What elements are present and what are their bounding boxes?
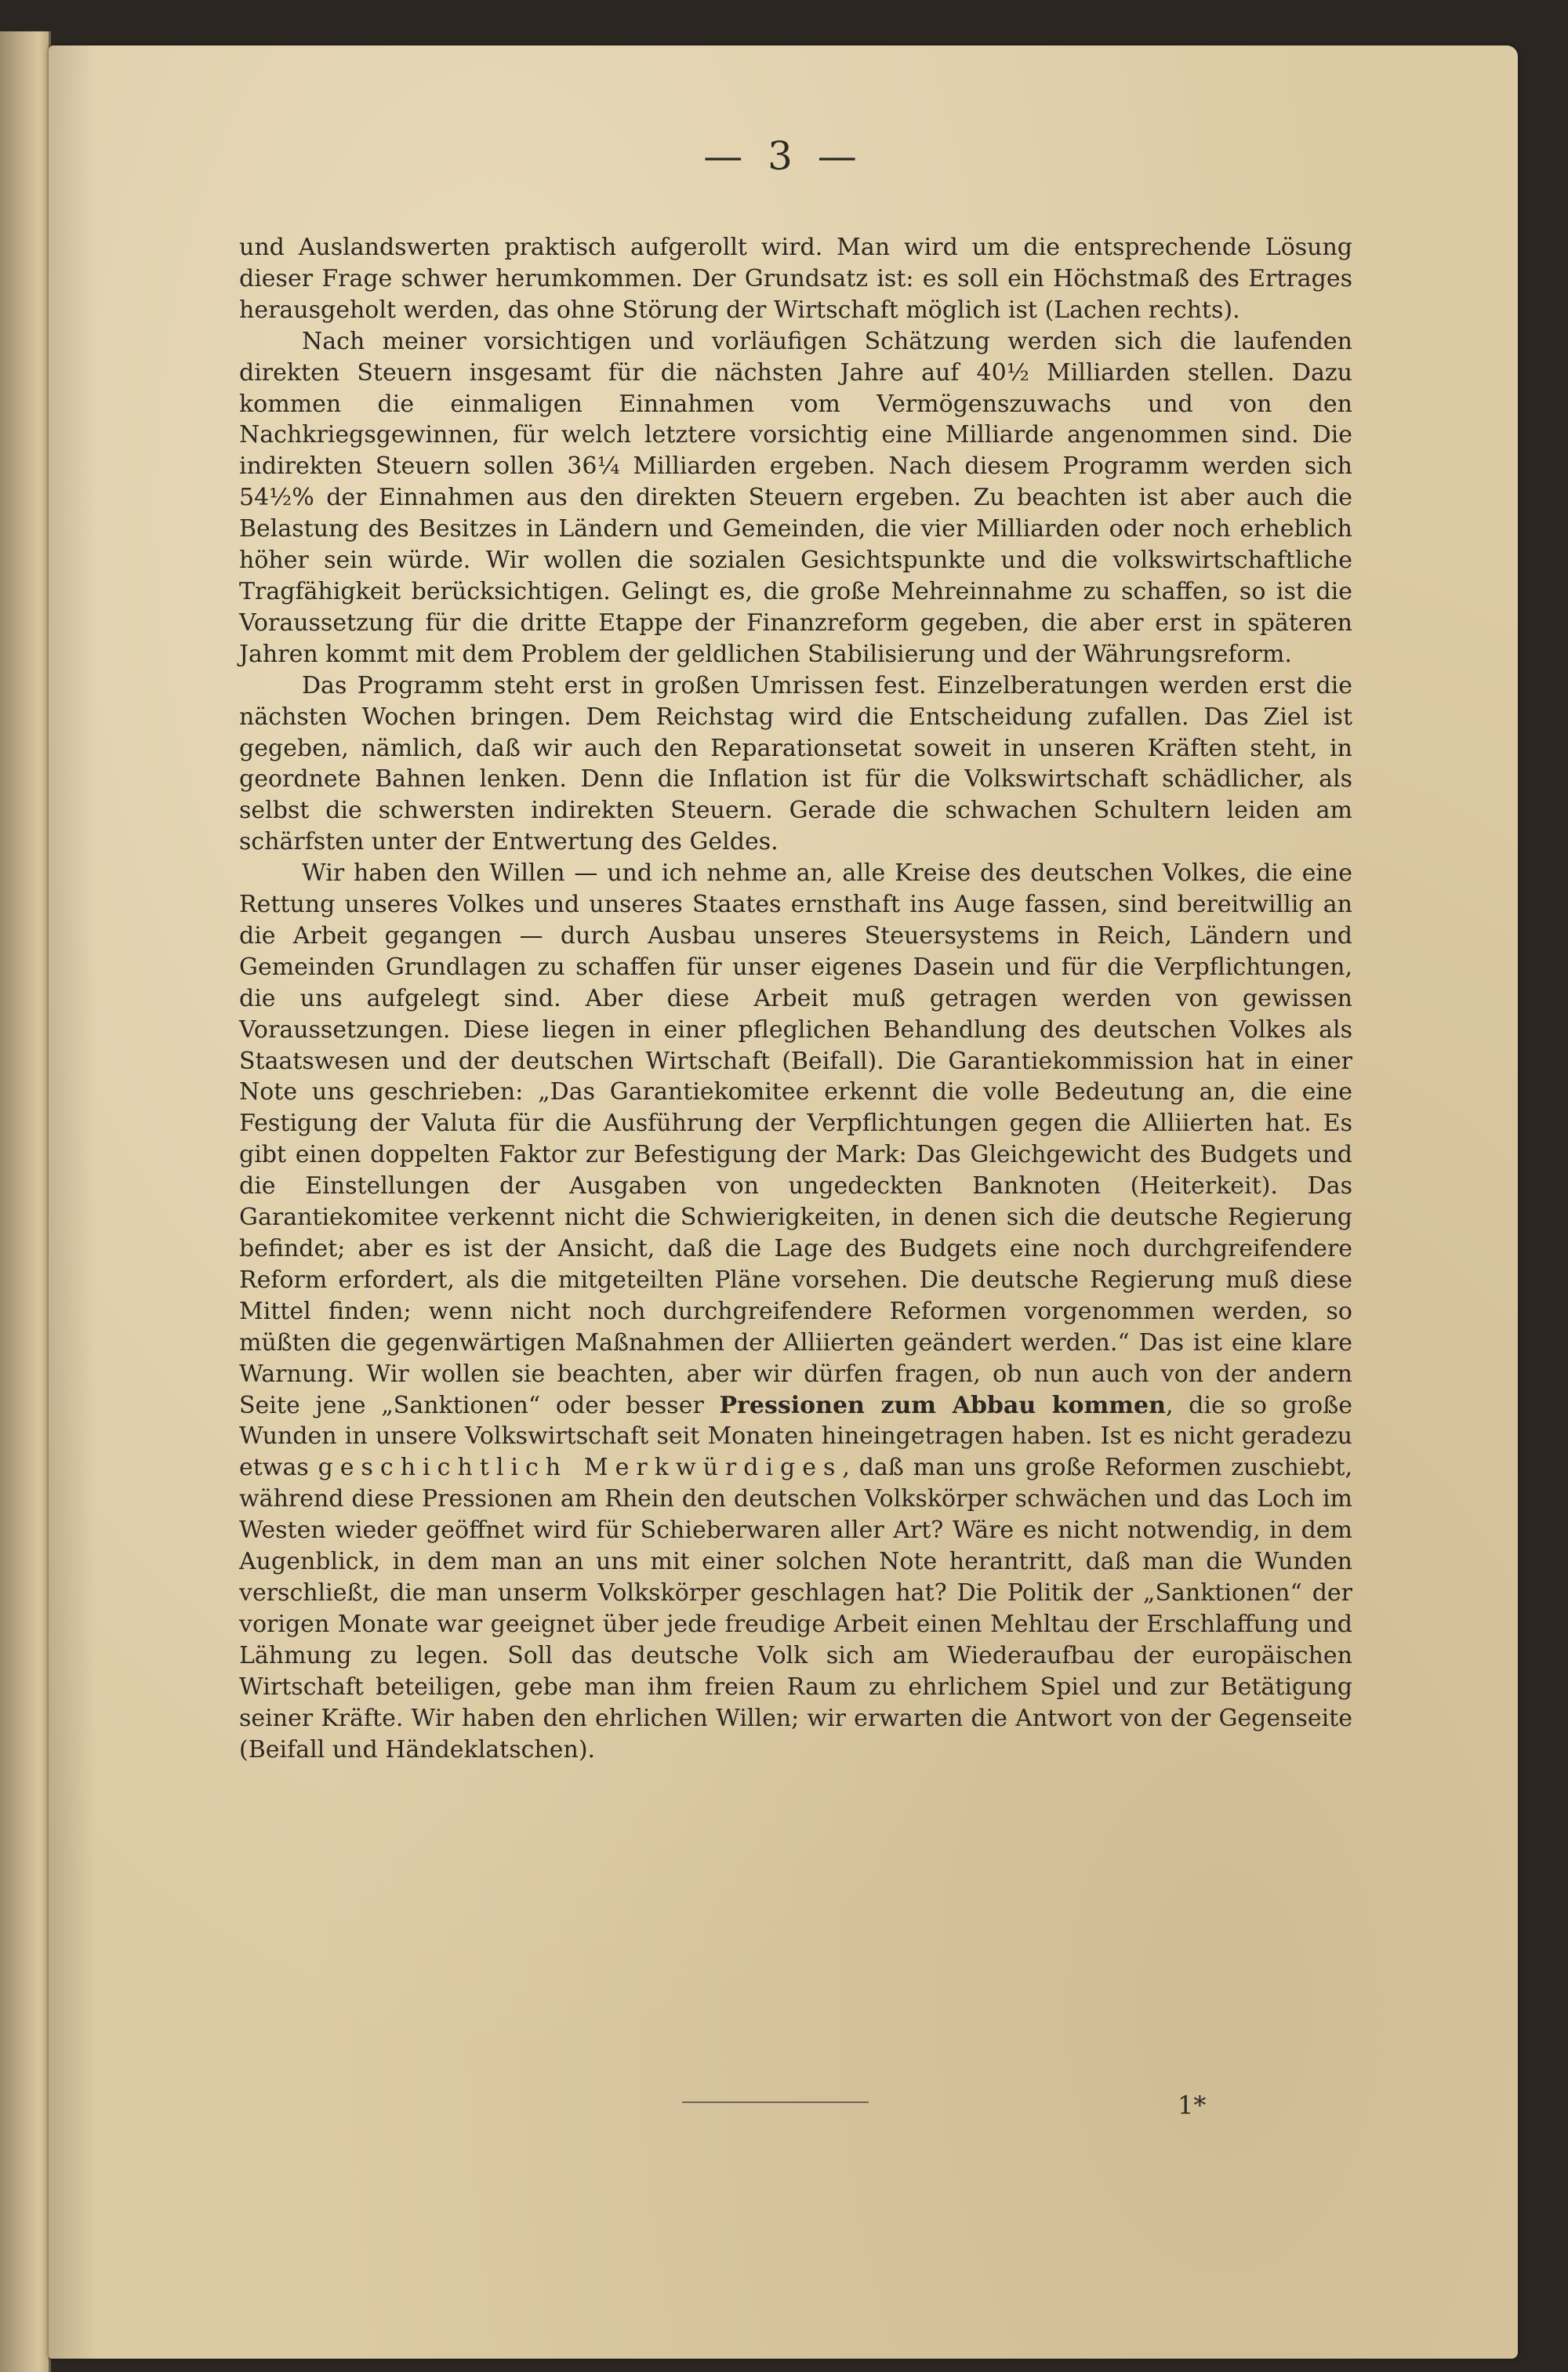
- paragraph-3: Das Programm steht erst in großen Umrissen fest. Einzelberatungen werden erst die nächsten Wochen bringen. Dem Reichstag wird die Entscheidung zufallen. Das Ziel ist gegeben, nämlich, daß wir auch den Reparationsetat soweit in unseren Kräften steht, in geordnete Bahnen lenken. Denn die Inflation ist für die Volkswirtschaft schädlicher, als selbst die schwersten indirekten Steuern. Gerade die schwachen Schultern leiden am schärfsten unter der Entwertung des Geldes.: [239, 671, 1352, 856]
- paragraph-4-text-c: , daß man uns große Reformen zuschiebt, während diese Pressionen am Rhein den deutschen Volkskörper schwächen und das Loch im Westen wieder geöffnet wird für Schieberwaren aller Art? Wäre es nicht notwendig, in dem Augenblick, in dem man an uns mit einer solchen Note herantritt, daß man die Wunden verschließt, die man unserm Volkskörper geschlagen hat? Die Politik der „Sanktionen“ der vorigen Monate war geeignet über jede freudige Arbeit einen Mehltau der Erschlaffung und Lähmung zu legen. Soll das deutsche Volk sich am Wiederaufbau der europäischen Wirtschaft beteiligen, gebe man ihm freien Raum zu ehrlichem Spiel und zur Betätigung seiner Kräfte. Wir haben den ehrlichen Willen; wir erwarten die Antwort von der Gegenseite (Beifall und Händeklatschen).: [239, 1454, 1352, 1764]
- page-number: — 3 —: [703, 133, 863, 179]
- footer-rule: [682, 2101, 869, 2103]
- paragraph-4: [239, 858, 1352, 1765]
- body-text: [239, 232, 1352, 1765]
- page: [49, 45, 1518, 2359]
- paragraph-2: Nach meiner vorsichtigen und vorläufigen Schätzung werden sich die laufenden direkten Steuern insgesamt für die nächsten Jahre auf 40½ Milliarden stellen. Dazu kommen die einmaligen Einnahmen vom Vermögenszuwachs und von den Nachkriegsgewinnen, für welch letztere vorsichtig eine Milliarde angenommen sind. Die indirekten Steuern sollen 36¼ Milliarden ergeben. Nach diesem Programm werden sich 54½% der Einnahmen aus den direkten Steuern ergeben. Zu beachten ist aber auch die Belastung des Besitzes in Ländern und Gemeinden, die vier Milliarden oder noch erheblich höher sein würde. Wir wollen die sozialen Gesichtspunkte und die volkswirtschaftliche Tragfähigkeit berücksichtigen. Gelingt es, die große Mehreinnahme zu schaffen, so ist die Voraussetzung für die dritte Etappe der Finanzreform gegeben, die aber erst in späteren Jahren kommt mit dem Problem der geldlichen Stabilisierung und der Währungsreform.: [239, 327, 1352, 668]
- bold-phrase: Pressionen zum Abbau kommen: [719, 1391, 1166, 1419]
- left-page-edge: [0, 31, 51, 2372]
- paragraph-4-text-a: Wir haben den Willen — und ich nehme an, alle Kreise des deutschen Volkes, die eine Rettung unseres Volkes und unseres Staates ernsthaft ins Auge fassen, sind bereitwillig an die Arbeit gegangen — durch Ausbau unseres Steuersystems in Reich, Ländern und Gemeinden Grundlagen zu schaffen für unser eigenes Dasein und für die Verpflichtungen, die uns aufgelegt sind. Aber diese Arbeit muß getragen werden von gewissen Voraussetzungen. Diese liegen in einer pfleglichen Behandlung des deutschen Volkes als Staatswesen und der deutschen Wirtschaft (Beifall). Die Garantiekommission hat in einer Note uns geschrieben: „Das Garantiekomitee erkennt die volle Bedeutung an, die eine Festigung der Valuta für die Ausführung der Verpflichtungen gegen die Alliierten hat. Es gibt einen doppelten Faktor zur Befestigung der Mark: Das Gleichgewicht des Budgets und die Einstellungen der Ausgaben von ungedeckten Banknoten (Heiterkeit). Das Garantiekomitee verkennt nicht die Schwierigkeiten, in denen sich die deutsche Regierung befindet; aber es ist der Ansicht, daß die Lage des Budgets eine noch durchgreifendere Reform erfordert, als die mitgeteilten Pläne vorsehen. Die deutsche Regierung muß diese Mittel finden; wenn nicht noch durchgreifendere Reformen vorgenommen werden, so müßten die gegenwärtigen Maßnahmen der Alliierten geändert werden.“ Das ist eine klare Warnung. Wir wollen sie beachten, aber wir dürfen fragen, ob nun auch von der andern Seite jene „Sanktionen“ oder besser: [239, 859, 1352, 1419]
- sheet-signature: 1*: [1178, 2090, 1207, 2120]
- paragraph-1: und Auslandswerten praktisch aufgerollt wird. Man wird um die entsprechende Lösung dieser Frage schwer herumkommen. Der Grundsatz ist: es soll ein Höchstmaß des Ertrages herausgeholt werden, das ohne Störung der Wirtschaft möglich ist (Lachen rechts).: [239, 234, 1352, 324]
- spaced-emphasis: geschichtlich Merkwürdiges: [318, 1454, 843, 1482]
- paragraph-4-text-b: , die so große Wunden in unsere Volkswirtschaft seit Monaten hineingetragen haben. Ist es nicht geradezu etwas: [239, 1391, 1352, 1482]
